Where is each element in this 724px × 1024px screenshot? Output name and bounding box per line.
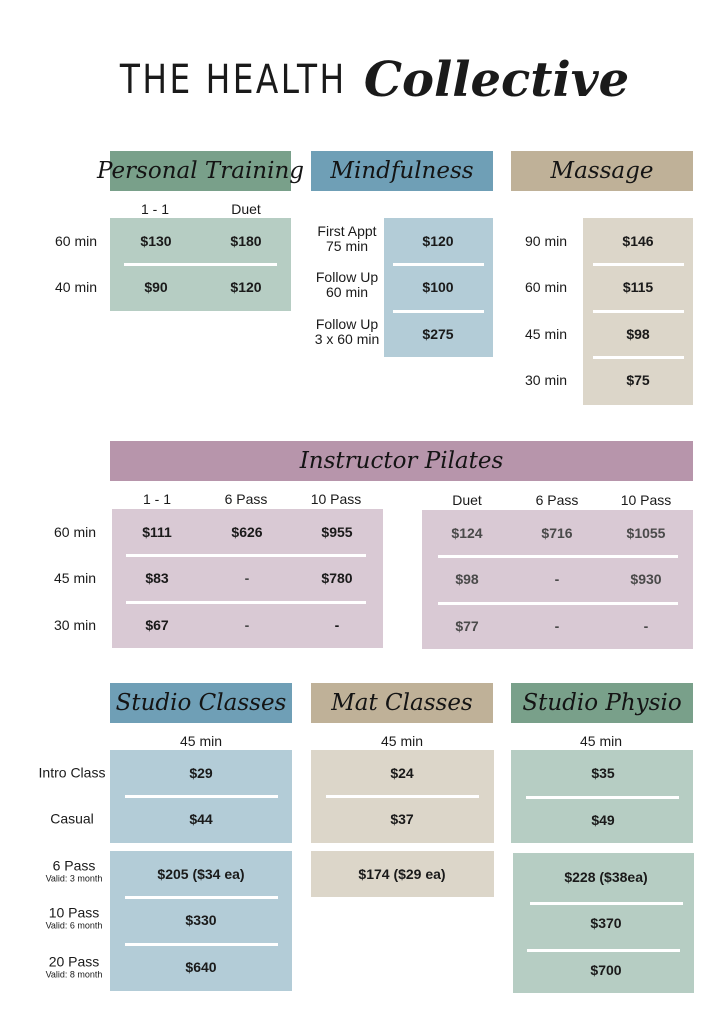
mindfulness-row-label: Follow Up 60 min — [315, 269, 379, 300]
pilates-header: Instructor Pilates — [110, 441, 693, 481]
studio-price: $44 — [189, 811, 213, 827]
studio-price: $640 — [185, 959, 217, 975]
pilates-col: 1 - 1 — [142, 491, 172, 507]
studio-price: $330 — [185, 912, 217, 928]
massage-row-label: 30 min — [525, 372, 568, 388]
mat-price: $24 — [390, 765, 414, 781]
page-title — [0, 52, 724, 108]
physio-divider — [530, 902, 683, 905]
pilates-price: $98 — [455, 571, 479, 587]
massage-price: $98 — [626, 326, 650, 342]
pilates-price: $124 — [451, 525, 483, 541]
massage-row-label: 90 min — [525, 233, 568, 249]
massage-price: $146 — [622, 233, 654, 249]
pilates-price: $77 — [455, 618, 479, 634]
physio-duration: 45 min — [579, 733, 623, 749]
pilates-price: $83 — [145, 570, 169, 586]
mat-price: $37 — [390, 811, 414, 827]
mindfulness-divider — [393, 263, 484, 266]
pilates-col: 10 Pass — [310, 491, 362, 507]
personal-training-header: Personal Training — [110, 151, 291, 191]
studio-divider — [125, 943, 278, 946]
mat-price: $174 ($29 ea) — [358, 866, 446, 882]
pilates-price: $780 — [321, 570, 353, 586]
physio-price: $228 ($38ea) — [564, 869, 648, 885]
pilates-price: $67 — [145, 617, 169, 633]
pilates-col: 10 Pass — [620, 492, 672, 508]
mat-duration: 45 min — [380, 733, 424, 749]
pilates-divider — [438, 602, 678, 605]
massage-header: Massage — [511, 151, 693, 191]
pilates-price: $626 — [231, 524, 263, 540]
pilates-row-label: 60 min — [54, 524, 97, 540]
pilates-col: 6 Pass — [535, 492, 579, 508]
class-row-label: Intro Class — [38, 764, 106, 781]
studio-divider — [125, 896, 278, 899]
mindfulness-row-label: Follow Up 3 x 60 min — [314, 316, 380, 347]
mindfulness-header: Mindfulness — [311, 151, 493, 191]
studio-divider — [125, 795, 278, 798]
pilates-col: Duet — [452, 492, 482, 508]
physio-price: $35 — [591, 765, 615, 781]
massage-divider — [593, 310, 684, 313]
mindfulness-price: $275 — [422, 326, 454, 342]
pilates-price: $955 — [321, 524, 353, 540]
class-row-label: 10 Pass Valid: 6 month — [45, 904, 103, 931]
pt-divider — [124, 263, 277, 266]
studio-price: $29 — [189, 765, 213, 781]
pilates-price: - — [334, 617, 340, 633]
mat-classes-header: Mat Classes — [311, 683, 493, 723]
massage-divider — [593, 356, 684, 359]
class-row-label: 20 Pass Valid: 8 month — [45, 953, 103, 980]
pilates-price: - — [554, 618, 560, 634]
class-row-label: Casual — [50, 810, 94, 827]
pt-col-1-1: 1 - 1 — [140, 201, 170, 217]
studio-classes-header: Studio Classes — [110, 683, 292, 723]
physio-price: $370 — [590, 915, 622, 931]
pt-row-label-40: 40 min — [55, 279, 98, 295]
pt-col-duet: Duet — [231, 201, 261, 217]
massage-row-label: 60 min — [525, 279, 568, 295]
mindfulness-price: $120 — [422, 233, 454, 249]
mindfulness-row-label: First Appt 75 min — [317, 223, 377, 254]
physio-price: $49 — [591, 812, 615, 828]
pilates-divider — [126, 554, 366, 557]
pt-row-label-60: 60 min — [55, 233, 98, 249]
physio-price: $700 — [590, 962, 622, 978]
pilates-price: $111 — [142, 524, 172, 540]
pilates-price: $716 — [541, 525, 573, 541]
title-caps: THE HEALTH — [119, 57, 347, 103]
pilates-price: - — [643, 618, 649, 634]
pilates-row-label: 45 min — [54, 570, 97, 586]
title-script: Collective — [363, 52, 630, 108]
studio-physio-header: Studio Physio — [511, 683, 693, 723]
mat-divider — [326, 795, 479, 798]
pilates-price: - — [244, 617, 250, 633]
pilates-price: $1055 — [626, 525, 666, 541]
pilates-price: $930 — [630, 571, 662, 587]
pilates-price: - — [554, 571, 560, 587]
studio-duration: 45 min — [179, 733, 223, 749]
pt-price: $180 — [230, 233, 262, 249]
pilates-divider — [126, 601, 366, 604]
pilates-divider — [438, 555, 678, 558]
pilates-row-label: 30 min — [54, 617, 97, 633]
massage-price: $75 — [626, 372, 650, 388]
massage-price: $115 — [622, 279, 654, 295]
class-row-label: 6 Pass Valid: 3 month — [45, 857, 103, 884]
pt-price: $130 — [140, 233, 172, 249]
mindfulness-price: $100 — [422, 279, 454, 295]
pilates-price: - — [244, 570, 250, 586]
massage-divider — [593, 263, 684, 266]
pt-price: $120 — [230, 279, 262, 295]
pilates-col: 6 Pass — [224, 491, 268, 507]
physio-divider — [527, 949, 680, 952]
pt-price: $90 — [144, 279, 168, 295]
mindfulness-divider — [393, 310, 484, 313]
studio-price: $205 ($34 ea) — [157, 866, 245, 882]
physio-divider — [526, 796, 679, 799]
massage-row-label: 45 min — [525, 326, 568, 342]
